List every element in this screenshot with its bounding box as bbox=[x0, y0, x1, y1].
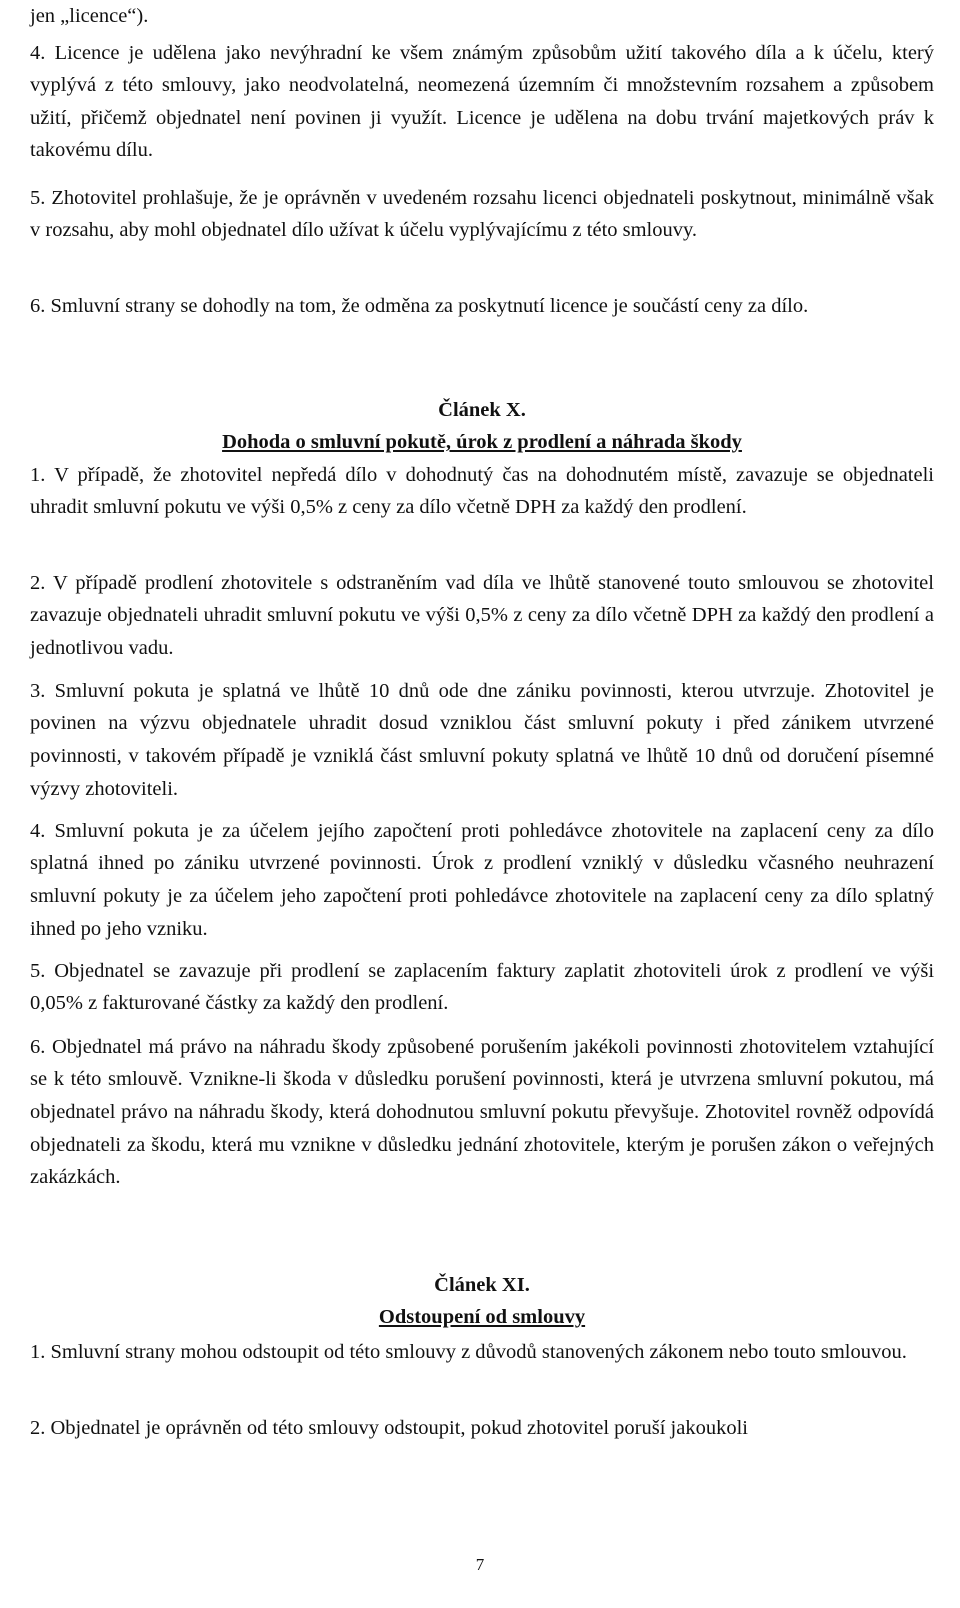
item-number: 5. bbox=[30, 959, 46, 982]
item-number: 6. bbox=[30, 294, 46, 317]
item-text: Smluvní strany mohou odstoupit od této smlouvy z důvodů stanovených zákonem nebo touto smlouvou. bbox=[50, 1340, 907, 1363]
item-number: 1. bbox=[30, 1340, 46, 1363]
item-text: Objednatel se zavazuje při prodlení se zaplacením faktury zaplatit zhotoviteli úrok z prodlení ve výši 0,05% z fakturované částky za každý den prodlení. bbox=[30, 959, 935, 1015]
item-text: V případě, že zhotovitel nepředá dílo v dohodnutý čas na dohodnutém místě, zavazuje se objednateli uhradit smluvní pokutu ve výši 0,5% z ceny za dílo včetně DPH za každý den prodlení. bbox=[30, 463, 934, 519]
item-text: Zhotovitel prohlašuje, že je oprávněn v uvedeném rozsahu licenci objednateli poskytnout, minimálně však v rozsahu, aby mohl objednatel dílo užívat k účelu vyplývajícímu z této smlouvy. bbox=[30, 186, 934, 242]
document-page bbox=[30, 0, 934, 1446]
intro-line: jen „licence“). bbox=[30, 5, 149, 27]
list-item bbox=[30, 182, 934, 280]
list-item bbox=[30, 37, 934, 167]
item-text: Licence je udělena jako nevýhradní ke všem známým způsobům užití takového díla a k účelu, který vyplývá z této smlouvy, jako neodvolatelná, neomezená územním či množstevním rozsahem a způsobem užití, přičemž objednatel není povinen ji využít. Licence je udělena na dobu trvání majetkových práv k takovému dílu. bbox=[30, 41, 934, 162]
item-number: 4. bbox=[30, 819, 46, 842]
list-item bbox=[30, 675, 934, 805]
list-item bbox=[30, 290, 934, 356]
list-item bbox=[30, 1412, 934, 1446]
item-number: 2. bbox=[30, 571, 46, 594]
item-number: 1. bbox=[30, 463, 46, 486]
article-x-subtitle: Dohoda o smluvní pokutě, úrok z prodlení a náhrada škody bbox=[222, 431, 742, 454]
list-item bbox=[30, 955, 934, 1021]
article-xi-title: Článek XI. bbox=[434, 1273, 530, 1296]
item-number: 6. bbox=[30, 1035, 46, 1058]
list-item bbox=[30, 459, 934, 557]
page-number: 7 bbox=[475, 1555, 485, 1574]
article-xi-subtitle: Odstoupení od smlouvy bbox=[378, 1306, 586, 1329]
item-text: Smluvní strany se dohodly na tom, že odměna za poskytnutí licence je součástí ceny za dílo. bbox=[50, 294, 809, 317]
item-text: V případě prodlení zhotovitele s odstraněním vad díla ve lhůtě stanovené touto smlouvou se zhotovitel zavazuje objednateli uhradit smluvní pokutu ve výši 0,5% z ceny za dílo včetně DPH za každý den prodlení a jednotlivou vadu. bbox=[30, 571, 934, 659]
item-text: Smluvní pokuta je splatná ve lhůtě 10 dnů ode dne zániku povinnosti, kterou utvrzuje. Zhotovitel je povinen na výzvu objednatele uhradit dosud vzniklou část smluvní pokuty i před zánikem utvrzené povinnosti, v takovém případě je vzniklá část smluvní pokuty splatná ve lhůtě 10 dnů od doručení písemné výzvy zhotoviteli. bbox=[30, 679, 934, 800]
item-text: Objednatel má právo na náhradu škody způsobené porušením jakékoli povinnosti zhotovitelem vztahující se k této smlouvě. Vznikne-li škoda v důsledku porušení povinnosti, která je utvrzena smluvní pokutou, má objednatel právo na náhradu škody, která dohodnutou smluvní pokutu převyšuje. Zhotovitel rovněž odpovídá objednateli za škodu, která mu vznikne v důsledku jednání zhotovitele, kterým je porušen zákon o veřejných zakázkách. bbox=[30, 1035, 935, 1189]
item-number: 5. bbox=[30, 186, 46, 209]
item-number: 4. bbox=[30, 41, 46, 64]
item-number: 3. bbox=[30, 679, 46, 702]
article-x-title: Článek X. bbox=[438, 398, 526, 421]
item-number: 2. bbox=[30, 1416, 46, 1439]
list-item bbox=[30, 1336, 934, 1402]
item-text: Objednatel je oprávněn od této smlouvy odstoupit, pokud zhotovitel poruší jakoukoli bbox=[50, 1416, 748, 1439]
list-item bbox=[30, 1031, 934, 1227]
list-item bbox=[30, 815, 934, 945]
list-item bbox=[30, 567, 934, 665]
item-text: Smluvní pokuta je za účelem jejího započtení proti pohledávce zhotovitele na zaplacení ceny za dílo splatná ihned po zániku utvrzené povinnosti. Úrok z prodlení vzniklý v důsledku včasného neuhrazení smluvní pokuty je za účelem jeho započtení proti pohledávce zhotovitele na zaplacení ceny za dílo splatný ihned po jeho vzniku. bbox=[30, 819, 935, 940]
